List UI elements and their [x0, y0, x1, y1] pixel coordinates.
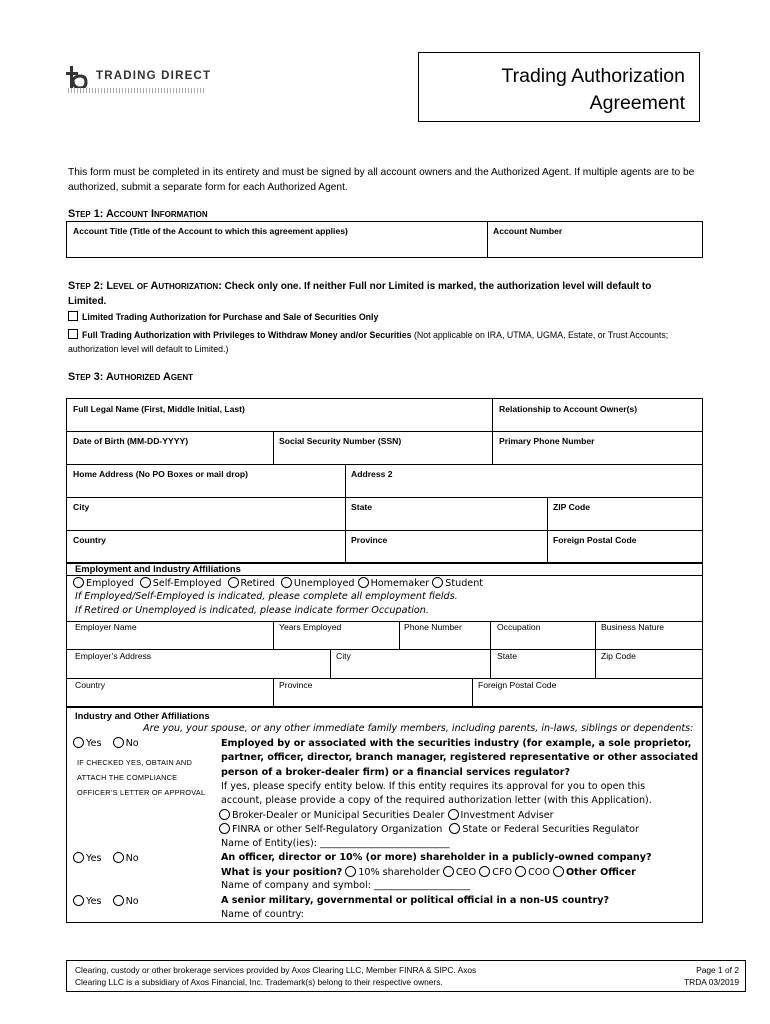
relationship-label: Relationship to Account Owner(s)	[499, 404, 638, 414]
q1-entity-row-1	[219, 809, 554, 821]
homemaker-radio[interactable]	[358, 577, 369, 588]
step1-heading: Step 1: Account Information	[68, 208, 208, 220]
ceo-option[interactable]: CEO	[443, 867, 476, 878]
cfo-radio[interactable]	[479, 866, 490, 877]
full-option-label: Full Trading Authorization with Privileges to Withdraw Money and/or Securities	[82, 330, 412, 340]
q1-entity-name[interactable]: Name of Entity(ies): ___________________________	[221, 838, 450, 849]
affiliations-heading: Industry and Other Affiliations	[75, 710, 210, 721]
q1-no-option[interactable]: No	[113, 738, 139, 749]
employer-phone-label: Phone Number	[404, 622, 462, 632]
step2-heading: Step 2: Level of Authorization:	[68, 280, 222, 292]
employer-state-label: State	[497, 651, 518, 661]
self-employed-option[interactable]: Self-Employed	[140, 578, 222, 589]
q1-no-radio[interactable]	[113, 737, 124, 748]
q2-yes-radio[interactable]	[73, 852, 84, 863]
q3-yes-no	[73, 895, 139, 907]
account-number-label: Account Number	[493, 226, 563, 236]
q3-yes-radio[interactable]	[73, 895, 84, 906]
footer-page-info	[684, 964, 739, 988]
student-option[interactable]: Student	[432, 578, 483, 589]
finra-radio[interactable]	[219, 823, 230, 834]
ten-percent-option[interactable]: 10% shareholder	[345, 867, 440, 878]
employment-table	[66, 563, 703, 707]
account-title-label: Account Title (Title of the Account to which this agreement applies)	[73, 226, 348, 236]
finra-option[interactable]: FINRA or other Self-Regulatory Organization	[219, 824, 442, 835]
coo-radio[interactable]	[515, 866, 526, 877]
business-nature-label: Business Nature	[601, 622, 665, 632]
q3-no-option[interactable]: No	[113, 896, 139, 907]
cfo-option[interactable]: CFO	[479, 867, 512, 878]
logo-text: TRADING DIRECT	[96, 70, 212, 82]
employer-province-label: Province	[279, 680, 313, 690]
employment-status-options	[73, 577, 483, 589]
unemployed-radio[interactable]	[281, 577, 292, 588]
full-checkbox[interactable]	[68, 329, 78, 339]
authorized-agent-table	[66, 398, 703, 563]
employment-heading: Employment and Industry Affiliations	[75, 563, 241, 574]
logo-underline	[68, 88, 204, 93]
securities-regulator-radio[interactable]	[449, 823, 460, 834]
title-line-1: Trading Authorization	[501, 65, 685, 87]
q3-question: A senior military, governmental or political official in a non-US country?	[221, 895, 610, 906]
affiliations-question: Are you, your spouse, or any other immediate family members, including parents, in-laws, siblings or dependents:	[143, 723, 694, 734]
q2-no-option[interactable]: No	[113, 853, 139, 864]
full-option[interactable]	[68, 328, 708, 356]
years-employed-label: Years Employed	[279, 622, 342, 632]
employment-note-1: If Employed/Self-Employed is indicated, please complete all employment fields.	[75, 591, 458, 602]
retired-option[interactable]: Retired	[228, 578, 275, 589]
investment-adviser-option[interactable]: Investment Adviser	[448, 810, 554, 821]
employed-radio[interactable]	[73, 577, 84, 588]
q2-company-name[interactable]: Name of company and symbol: ____________________	[221, 880, 470, 891]
state-label: State	[351, 502, 373, 512]
employment-note-2: If Retired or Unemployed is indicated, please indicate former Occupation.	[75, 605, 429, 616]
other-officer-radio[interactable]	[553, 866, 564, 877]
q1-instructions: If yes, please specify entity below. If this entity requires its approval for you to open this account, please provide a copy of the required authorization letter (with this Application).	[221, 781, 652, 807]
student-radio[interactable]	[432, 577, 443, 588]
employer-name-label: Employer Name	[75, 622, 137, 632]
employer-foreign-postal-label: Foreign Postal Code	[478, 680, 557, 690]
address2-label: Address 2	[351, 469, 393, 479]
employed-option[interactable]: Employed	[73, 578, 134, 589]
unemployed-option[interactable]: Unemployed	[281, 578, 355, 589]
ceo-radio[interactable]	[443, 866, 454, 877]
employer-address-label: Employer’s Address	[75, 651, 152, 661]
compliance-side-note: IF CHECKED YES, OBTAIN AND ATTACH THE COMPLIANCE OFFICER’S LETTER OF APPROVAL	[77, 758, 206, 797]
q2-yes-no	[73, 852, 139, 864]
other-officer-option[interactable]: Other Officer	[553, 867, 636, 878]
q1-question: Employed by or associated with the securities industry (for example, a sole proprietor, partner, officer, director, branch manager, registered representative or other associated person of a broker-dealer firm) or a financial services regulator?	[221, 738, 699, 778]
self-employed-radio[interactable]	[140, 577, 151, 588]
retired-radio[interactable]	[228, 577, 239, 588]
limited-option[interactable]	[68, 311, 378, 322]
investment-adviser-radio[interactable]	[448, 809, 459, 820]
dob-label: Date of Birth (MM-DD-YYYY)	[73, 436, 189, 446]
page-number: Page 1 of 2	[696, 965, 739, 975]
broker-dealer-radio[interactable]	[219, 809, 230, 820]
q2-position-label: What is your position?	[221, 867, 343, 878]
title-box	[418, 52, 700, 122]
occupation-label: Occupation	[497, 622, 541, 632]
phone-label: Primary Phone Number	[499, 436, 595, 446]
q2-yes-option[interactable]: Yes	[73, 853, 102, 864]
q2-question: An officer, director or 10% (or more) shareholder in a publicly-owned company?	[221, 852, 652, 863]
ssn-label: Social Security Number (SSN)	[279, 436, 402, 446]
employer-zip-label: Zip Code	[601, 651, 636, 661]
q1-yes-no	[73, 737, 139, 749]
footer-disclosure: Clearing, custody or other brokerage services provided by Axos Clearing LLC, Member FINRA & SIPC. Axos Clearing LLC is a subsidiary of Axos Financial, Inc. Trademark(s) belong to their respective owners.	[75, 965, 477, 987]
foreign-postal-label: Foreign Postal Code	[553, 535, 637, 545]
q3-yes-option[interactable]: Yes	[73, 896, 102, 907]
title-line-2: Agreement	[589, 92, 685, 114]
q2-position-row	[221, 866, 636, 878]
full-option-note: (Not applicable on IRA, UTMA, UGMA, Estate, or Trust Accounts;	[411, 330, 669, 340]
home-address-label: Home Address (No PO Boxes or mail drop)	[73, 469, 248, 479]
intro-text: This form must be completed in its entirety and must be signed by all account owners and the Authorized Agent. If multiple agents are to be authorized, submit a separate form for each Authorized Agent.	[68, 167, 695, 193]
limited-checkbox[interactable]	[68, 311, 78, 321]
employer-country-label: Country	[75, 680, 106, 690]
ten-percent-radio[interactable]	[345, 866, 356, 877]
affiliations-table	[66, 707, 703, 923]
homemaker-option[interactable]: Homemaker	[358, 578, 430, 589]
employer-city-label: City	[336, 651, 351, 661]
step3-heading: Step 3: Authorized Agent	[68, 371, 194, 383]
footer	[66, 960, 746, 992]
q1-entity-row-2	[219, 823, 639, 835]
full-option-note-2: authorization level will default to Limited.)	[68, 344, 229, 354]
coo-option[interactable]: COO	[515, 867, 550, 878]
broker-dealer-option[interactable]: Broker-Dealer or Municipal Securities Dealer	[219, 810, 444, 821]
q1-yes-radio[interactable]	[73, 737, 84, 748]
securities-regulator-option[interactable]: State or Federal Securities Regulator	[449, 824, 639, 835]
step2-instruction: Check only one. If neither Full nor Limited is marked, the authorization level will default to	[224, 281, 652, 292]
q3-country-name[interactable]: Name of country:	[221, 909, 304, 920]
country-label: Country	[73, 535, 106, 545]
form-code: TRDA 03/2019	[684, 977, 739, 987]
q2-no-radio[interactable]	[113, 852, 124, 863]
city-label: City	[73, 502, 90, 512]
account-info-table	[66, 221, 703, 258]
full-name-label: Full Legal Name (First, Middle Initial, Last)	[73, 404, 245, 414]
q3-no-radio[interactable]	[113, 895, 124, 906]
step2-block	[68, 279, 708, 309]
limited-option-label: Limited Trading Authorization for Purchase and Sale of Securities Only	[82, 312, 379, 322]
zip-label: ZIP Code	[553, 502, 591, 512]
step2-instruction-2: Limited.	[68, 296, 107, 307]
q1-yes-option[interactable]: Yes	[73, 738, 102, 749]
province-label: Province	[351, 535, 388, 545]
